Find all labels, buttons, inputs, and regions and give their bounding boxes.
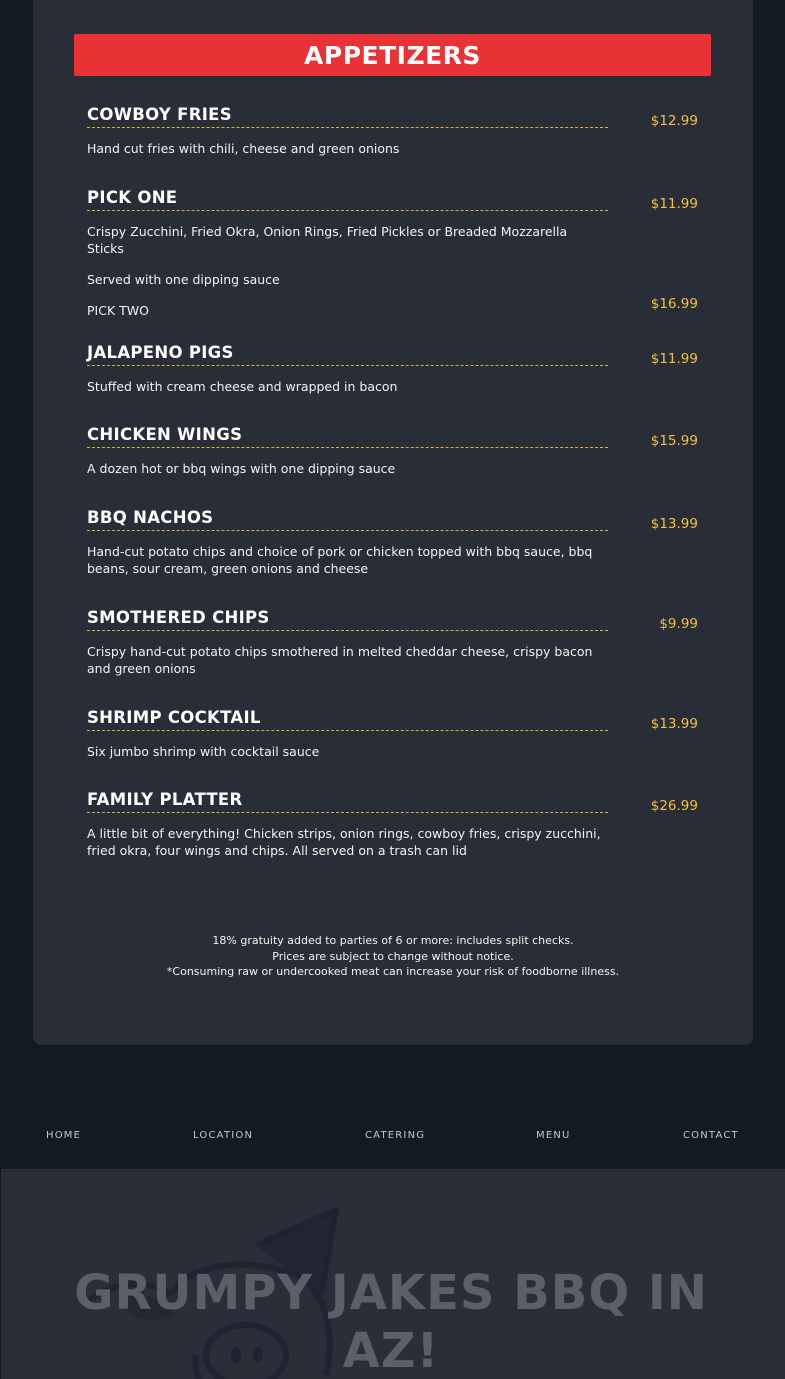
menu-item-jalapeno-pigs bbox=[87, 342, 698, 395]
menu-item-name: SMOTHERED CHIPS bbox=[87, 607, 608, 631]
menu-item-desc: A dozen hot or bbq wings with one dipping sauce bbox=[87, 461, 396, 476]
menu-item-desc: Served with one dipping sauce bbox=[87, 272, 280, 287]
menu-item-desc: Six jumbo shrimp with cocktail sauce bbox=[87, 744, 320, 759]
footnote-gratuity: 18% gratuity added to parties of 6 or more: includes split checks. bbox=[212, 934, 574, 947]
menu-item-desc: Hand-cut potato chips and choice of pork or chicken topped with bbq sauce, bbq beans, sour cream, green onions and cheese bbox=[87, 544, 593, 576]
menu-item-shrimp-cocktail bbox=[87, 707, 698, 760]
menu-item-desc: Crispy Zucchini, Fried Okra, Onion Rings, Fried Pickles or Breaded Mozzarella Sticks bbox=[87, 224, 568, 256]
menu-item-price: $13.99 bbox=[650, 716, 698, 732]
menu-item-desc: Crispy hand-cut potato chips smothered in melted cheddar cheese, crispy bacon and green onions bbox=[87, 644, 593, 676]
menu-item-name: SHRIMP COCKTAIL bbox=[87, 707, 608, 731]
footnote-consumption-warning: *Consuming raw or undercooked meat can increase your risk of foodborne illness. bbox=[166, 965, 620, 978]
menu-item-desc: Hand cut fries with chili, cheese and green onions bbox=[87, 141, 400, 156]
menu-item-price: $12.99 bbox=[650, 113, 698, 129]
menu-item-price: $9.99 bbox=[659, 616, 698, 632]
menu-card bbox=[33, 0, 753, 1045]
section-banner bbox=[74, 34, 711, 76]
footnote-prices: Prices are subject to change without notice. bbox=[272, 949, 514, 963]
menu-item-desc: Stuffed with cream cheese and wrapped in bacon bbox=[87, 379, 398, 394]
nav-link-home[interactable]: HOME bbox=[46, 1130, 82, 1141]
footer-nav bbox=[0, 1130, 785, 1142]
menu-item-price: $13.99 bbox=[650, 516, 698, 532]
menu-item-name: JALAPENO PIGS bbox=[87, 342, 608, 366]
nav-link-menu[interactable]: MENU bbox=[536, 1130, 571, 1141]
menu-item-chicken-wings bbox=[87, 424, 698, 477]
menu-item-price-option: $16.99 bbox=[650, 296, 698, 312]
hero-title-line2: AZ! bbox=[342, 1323, 440, 1379]
menu-item-option: PICK TWO bbox=[87, 303, 149, 318]
menu-item-smothered-chips bbox=[87, 607, 698, 677]
menu-item-name: FAMILY PLATTER bbox=[87, 789, 608, 813]
nav-link-catering[interactable]: CATERING bbox=[365, 1130, 426, 1141]
nav-link-contact[interactable]: CONTACT bbox=[683, 1130, 739, 1141]
nav-link-location[interactable]: LOCATION bbox=[193, 1130, 254, 1141]
hero-title bbox=[61, 1264, 721, 1379]
menu-item-cowboy-fries bbox=[87, 104, 698, 157]
menu-item-price: $11.99 bbox=[650, 351, 698, 367]
menu-item-name: PICK ONE bbox=[87, 187, 608, 211]
menu-item-name: CHICKEN WINGS bbox=[87, 424, 608, 448]
menu-item-price: $11.99 bbox=[650, 196, 698, 212]
menu-footnotes bbox=[33, 933, 753, 980]
menu-item-price: $15.99 bbox=[650, 433, 698, 449]
hero-section bbox=[1, 1169, 785, 1379]
menu-item-family-platter bbox=[87, 789, 698, 859]
menu-item-price: $26.99 bbox=[650, 798, 698, 814]
section-title: APPETIZERS bbox=[304, 40, 481, 70]
menu-item-desc: A little bit of everything! Chicken strips, onion rings, cowboy fries, crispy zucchini, fried okra, four wings and chips. All served on a trash can lid bbox=[87, 826, 601, 858]
menu-item-bbq-nachos bbox=[87, 507, 698, 577]
hero-title-line1: GRUMPY JAKES BBQ IN bbox=[74, 1265, 708, 1321]
menu-item-name: BBQ NACHOS bbox=[87, 507, 608, 531]
menu-item-name: COWBOY FRIES bbox=[87, 104, 608, 128]
menu-item-pick-one bbox=[87, 187, 698, 319]
